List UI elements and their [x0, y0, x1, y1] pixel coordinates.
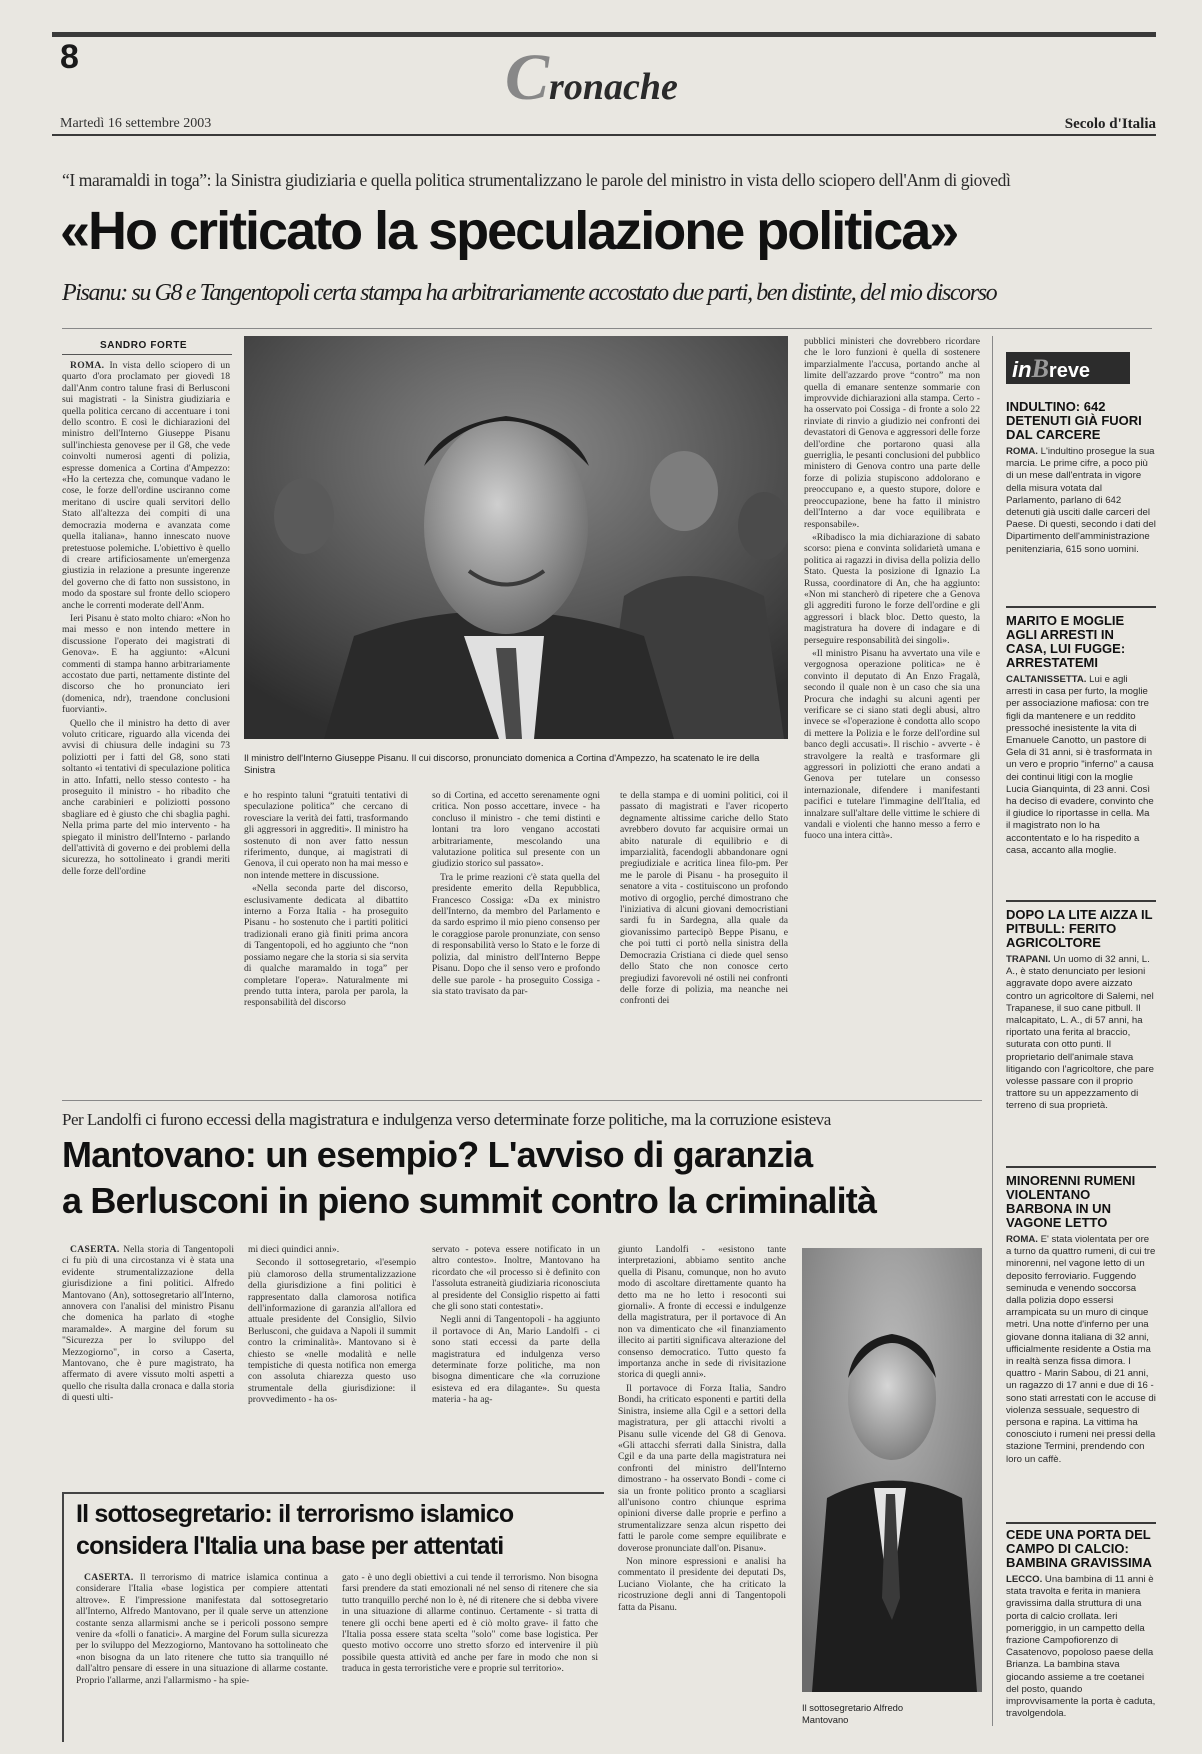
byline-rule	[62, 354, 232, 355]
lead-subhead: Pisanu: su G8 e Tangentopoli certa stampa ha arbitrariamente accostato due parti, ben distinte, del mio discorso	[62, 280, 997, 306]
brief-item	[1006, 614, 1156, 910]
lead-dateline: ROMA.	[70, 360, 105, 371]
lead-col4-text: te della stampa e di uomini politici, coi il passato di magistrati e l'aver ricoperto degnamente altissime cariche dello Stato avrebbero dovuto far acquisire ormai un abito naturale di equilibrio e di imparzialità, facendogli abbandonare ogni pregiudiziale e acritica linea filo-pm. Per me le parole di Pisanu - ha proseguito il senatore a vita - costituiscono un profondo motivo di orgoglio, perché dimostrano che l'iniziativa di alcuni giovani democristiani sardi fu in Sardegna, alla quale da giovanissimo partecipò Beppe Pisanu, e che poi tutti ci portò nella sinistra della Democrazia Cristiana ci diede quel senso dello Stato che non conosce certo pregiudizi favorevoli né ostili nei confronti delle forze di polizia, ma neanche nei confronti dei	[620, 790, 788, 1007]
second-col4-text-b: Il portavoce di Forza Italia, Sandro Bondi, ha criticato esponenti e partiti della Sinistra, insieme alla Cgil e a settori della magistratura, per gli attacchi rivolti a Pisanu sulle vicende del G8 di Genova. «Gli attacchi sferrati dalla Sinistra, dalla Cgil e da una parte della magistratura nei confronti del ministro dell'Interno dimostrano - ha osservato Bondi - come ci sia un fronte politico pronto a scagliarsi all'unisono contro chiunque esprima opinioni diverse dalle proprie e perfino a strumentalizzare senza alcun rispetto dei fatti le parole come sempre equilibrate e doverose pronunciate dall'on. Pisanu».	[618, 1382, 786, 1554]
brief-dateline: TRAPANI.	[1006, 954, 1051, 965]
in-breve-prefix: in	[1012, 357, 1032, 382]
third-col1-text: Il terrorismo di matrice islamica continua a considerare l'Italia «base logistica per compiere attentati altrove». E l'impressione manifestata dal sottosegretario all'Interno, Alfredo Mantovano, per il quale serve un attenzione costante senza allarmismi anche se i pericoli possono sempre venire da «folli o fanatici». A margine del Forum sulla sicurezza per lo sviluppo del Mezzogiorno, Mantovano ha sottolineato che «non bisogna da un lato ritenere che tutto sia tranquillo né dall'altro pensare di essere in una situazione di allarme costante. Proprio l'allarme, anzi l'allarmismo - ha spie-	[76, 1572, 328, 1686]
second-headline-line2: a Berlusconi in pieno summit contro la criminalità	[62, 1180, 877, 1221]
brief-item	[1006, 1174, 1156, 1544]
brief-title: MARITO E MOGLIE AGLI ARRESTI IN CASA, LUI FUGGE: ARRESTATEMI	[1006, 613, 1126, 670]
brief-body	[1006, 674, 1156, 910]
brief-body	[1006, 1234, 1156, 1544]
brief-body	[1006, 1574, 1156, 1724]
pisanu-photo-image	[244, 336, 788, 739]
second-column-3	[432, 1244, 600, 1489]
brief-item	[1006, 908, 1156, 1176]
second-headline-line1: Mantovano: un esempio? L'avviso di garanzia	[62, 1134, 813, 1175]
third-headline-line2: considera l'Italia una base per attentati	[76, 1532, 504, 1560]
lead-col1-text-b: Ieri Pisanu è stato molto chiaro: «Non ho mai messo e non intendo mettere in discussione l'operato dei magistrati di Genova». E ha aggiunto: «Alcuni commenti di stampa hanno arbitrariamente accostato due parti, nettamente distinte del discorso che ho pronunciato ieri (domenica, ndr), traendone conclusioni fuorvianti».	[62, 612, 230, 716]
brief-item	[1006, 1528, 1156, 1724]
second-col4-text-c: Non minore espressioni e analisi ha commentato il presidente dei deputati Ds, Luciano Violante, che ha criticato la ricostruzione degli anni di Tangentopoli fatta da Pisanu.	[618, 1555, 786, 1613]
brief-text: Una bambina di 11 anni è stata travolta e ferita in maniera gravissima dalla struttura di una porta di calcio crollata. Ieri pomeriggio, in un campetto della frazione Campofiorenzo di Casatenovo, popoloso paese della Brianza. La bambina stava giocando assieme a tre coetanei del posto, quando improvvisamente la porta è caduta, travolgendola.	[1006, 1574, 1156, 1720]
brief-title: CEDE UNA PORTA DEL CAMPO DI CALCIO: BAMBINA GRAVISSIMA	[1006, 1527, 1152, 1570]
second-column-1	[62, 1244, 234, 1489]
sidebar-divider	[992, 336, 993, 1726]
mantovano-photo-image	[802, 1248, 982, 1692]
brief-title: DOPO LA LITE AIZZA IL PITBULL: FERITO AGRICOLTORE	[1006, 907, 1153, 950]
top-rule	[52, 32, 1156, 37]
in-breve-rest: reve	[1048, 360, 1091, 382]
brief-body	[1006, 954, 1156, 1176]
second-col2-text: mi dieci quindici anni».	[248, 1244, 340, 1255]
lead-col3-text-b: Tra le prime reazioni c'è stata quella del presidente emerito della Repubblica, Francesco Cossiga: «Da ex ministro dell'Interno, da membro del Parlamento e da sardo esprimo il mio pieno consenso per le coraggiose parole pronunziate, con senso di responsabilità verso lo Stato e le forze di polizia, dal ministro dell'Interno Beppe Pisanu. Dopo che il senso vero e profondo delle sue parole - ha proseguito Cossiga - sia stato travisato da par-	[432, 871, 600, 997]
lead-col5-text-c: «Il ministro Pisanu ha avvertato una vile e vergognosa operazione politica» ne è convinto il deputato di An Enzo Fragalà, secondo il quale non è un caso che sia una Procura che indaghi su alcuni agenti per verificare se ci siano stati degli abusi, altro invece se «l'operazione è condotta allo scopo di mettere la Polizia e le forze dell'ordine sul banco degli accusati». Il rischio - avverte - è stravolgere la realtà e trasformare gli aggressori in poliziotti che erano andati a Genova per tutelare un consesso internazionale, difendere i manifestanti pacifici e tutelare l'immagine dell'Italia, ed innalzare sull'altare delle vittime le schiere di vandali e violenti che hanno messo a ferro e fuoco una intera città».	[804, 647, 980, 842]
third-column-2	[342, 1572, 598, 1738]
brief-dateline: ROMA.	[1006, 446, 1038, 457]
header-underline	[52, 134, 1156, 136]
brief-item	[1006, 400, 1156, 596]
issue-date: Martedì 16 settembre 2003	[60, 116, 212, 131]
second-col3-text-b: Negli anni di Tangentopoli - ha aggiunto il portavoce di An, Mario Landolfi - ci sono stati eccessi da parte della magistratura ed indulgenza verso determinate forze politiche, ma non bisogna dimenticare che «la corruzione esisteva ed era dilagante». Su questa materia - ha ag-	[432, 1314, 600, 1406]
brief-text: L'indultino prosegue la sua marcia. Le prime cifre, a poco più di un mese dall'entrata in vigore della misura votata dal Parlamento, parlano di 642 detenuti già usciti dalle carceri del Paese. Di questi, secondo i dati del Dipartimento dell'amministrazione penitenziaria, 615 sono uomini.	[1006, 446, 1156, 555]
lead-headline: «Ho criticato la speculazione politica»	[60, 201, 958, 261]
brief-rule	[1006, 1166, 1156, 1168]
lead-photo-caption: Il ministro dell'Interno Giuseppe Pisanu. Il cui discorso, pronunciato domenica a Cortina d'Ampezzo, ha scatenato le ire della Sinistra	[244, 752, 760, 775]
brief-rule	[1006, 900, 1156, 902]
brief-body	[1006, 446, 1156, 596]
brief-dateline: CALTANISSETTA.	[1006, 674, 1087, 685]
lead-col1-text-c: Quello che il ministro ha detto di aver voluto criticare, riguardo alla vicenda dei avvisi di chiusura delle indagini su 73 poliziotti per i fatti del G8, sono stati soltanto «i tentativi di speculazione politica in atto. Infatti, nello stesso contesto - ha proseguito il ministro - ho ribadito che anche carabinieri e poliziotti possono sbagliare ed è giusto che chi sbaglia paghi. Nella prima parte del mio intervento - ha spiegato il ministro dell'Interno - parlando dell'attività di governo e dei problemi della sicurezza, ho sottolineato i grandi meriti delle forze dell'ordine	[62, 717, 230, 877]
brief-dateline: LECCO.	[1006, 1574, 1043, 1585]
second-col1-text: Nella storia di Tangentopoli ci fu più di una circostanza vi è stata una evidente strumentalizzazione della giurisdizione a fini politici. Alfredo Mantovano (An), sottosegretario all'Interno, annovera con l'analisi del ministro Pisanu che domenica ha parlato di «toghe maramalde». A margine del forum su "Sicurezza per lo sviluppo del Mezzogiorno", in corso a Caserta, Mantovano, che è pure magistrato, ha affermato di avere vissuto molti aspetti a quello che risulta dalla cronaca e dalla storia di questi ulti-	[62, 1244, 234, 1404]
section-rest: ronache	[549, 66, 678, 108]
brief-rule	[1006, 606, 1156, 608]
page-number: 8	[60, 38, 79, 76]
second-col4-text: giunto Landolfi - «esistono tante interpretazioni, abbiamo sentito anche quella di Pisanu, comunque, non ho avuto modo di ascoltare direttamente quanto ha detto ma ne ho letto i resoconti sui giornali». A fronte di eccessi e indulgenze della magistratura, per il portavoce di An non va dimenticato che «il finanziamento illecito ai partiti significava alterazione del consenso democratico. Tutto questo fa importanza anche in sede di rivisitazione storica di quegli anni».	[618, 1244, 786, 1381]
second-column-4	[618, 1244, 786, 1720]
pisanu-photo	[244, 336, 788, 739]
brief-text: E' stata violentata per ore a turno da quattro rumeni, di cui tre minorenni, nel vagone letto di un deposito ferroviario. Fuggendo seminuda e venendo soccorsa dalla polizia dopo essersi arrampicata su un muro di cinque metri. Una notte d'inferno per una giovane donna italiana di 32 anni, ufficialmente residente a Ostia ma in realtà senza fissa dimora. I quattro - Marin Sabou, di 21 anni, un ragazzo di 17 anni e due di 16 - sono stati arrestati con le accuse di violenza sessuale, sequestro di persona e rapina. La vittima ha conosciuto i rumeni nei pressi della stazione Termini, prendendo con loro un caffè.	[1006, 1234, 1156, 1465]
lead-col3-text: so di Cortina, ed accetto serenamente ogni critica. Non posso accettare, invece - ha concluso il ministro - che temi distinti e lontani tra loro vengano accostati arbitrariamente, mescolando una valutazione politica sul presente con un giudizio storico sul passato».	[432, 790, 600, 870]
in-breve-label	[1006, 352, 1130, 384]
second-kicker: Per Landolfi ci furono eccessi della magistratura e indulgenza verso determinate forze politiche, ma la corruzione esisteva	[62, 1110, 831, 1129]
brief-text: Un uomo di 32 anni, L. A., è stato denunciato per lesioni aggravate dopo avere aizzato contro un agricoltore di Salemi, nel Trapanese, il suo cane pitbull. Il malcapitato, L. A., di 57 anni, ha riportato una ferita al braccio, suturata con otto punti. Il proprietario dell'animale stava litigando con l'agricoltore, che pare volesse passare con il proprio trattore su un appezzamento di terreno di sua proprietà.	[1006, 954, 1154, 1112]
mantovano-photo-caption: Il sottosegretario Alfredo Mantovano	[802, 1702, 904, 1725]
lead-col2-text-b: «Nella seconda parte del discorso, esclusivamente dedicata al dibattito interno a Forza Italia - ha proseguito Pisanu - ho sostenuto che i partiti politici tradizionali erano già finiti prima ancora di Tangentopoli, ed ho aggiunto che “non possiamo negare che la storia si sia servita di qualche maramaldo in toga” per completare l'opera». Naturalmente mi prendo tutta intera, parola per parola, la responsabilità del discorso	[244, 883, 408, 1009]
newspaper-name: Secolo d'Italia	[1064, 116, 1156, 132]
lead-col2-text: e ho respinto taluni “gratuiti tentativi di speculazione politica” che cercano di rovesciare la verità dei fatti, trasformando gli aggressori in aggrediti». Il ministro ha sostenuto di non aver fatto nessun riferimento, dunque, ai magistrati di Genova, il cui operato non ha mai messo e non intende mettere in discussione.	[244, 790, 408, 881]
lead-col5-text-b: «Ribadisco la mia dichiarazione di sabato scorso: piena e convinta solidarietà umana e politica ai ragazzi in divisa della polizia dello Stato. Questa la posizione di Ignazio La Russa, coordinatore di An, che ha aggiunto: «Non mi stancherò di ripetere che a Genova gli aggrediti furono le forze dell'ordine e gli aggressori i black bloc. Detto questo, la magistratura ha dovere di indagare e di perseguire responsabilità dei singoli».	[804, 531, 980, 646]
lead-col1-text: In vista dello sciopero di un quarto d'ora proclamato per giovedì 18 dall'Anm contro talune frasi di Berlusconi sui magistrati - la Sinistra giudiziaria e quella politica cercano di accentuare i toni dello scontro. E così le dichiarazioni del ministro dell'Interno Giuseppe Pisanu sull'inchiesta genovese per il G8, che vede coinvolti numerosi agenti di polizia, espresse domenica a Cortina d'Ampezzo: «Ho la certezza che, comunque vadano le cose, le forze dell'ordine usciranno come meritano di uscire quali servitori dello Stato all'altezza dei compiti di una democrazia moderna e avanzata come quella italiana», hanno innescato nuove pretestuose polemiche. L'obiettivo è quello di creare artificiosamente un'emergenza giustizia in relazione a presunte ingerenze del governo che di fatto non sussistono, in modo da spostare sul fronte dello sciopero anche le correnti moderate dell'Anm.	[62, 360, 230, 611]
section-rule	[62, 1100, 982, 1101]
section-title	[505, 40, 678, 116]
second-dateline: CASERTA.	[70, 1244, 120, 1255]
second-col3-text: servato - poteva essere notificato in un altro contesto». Inoltre, Mantovano ha ricordato che «il processo si è definito con l'assoluta estraneità giudiziaria riconosciuta al presidente del Consiglio rispetto ai fatti che gli sono stati contestati».	[432, 1244, 600, 1313]
section-initial: C	[505, 41, 550, 114]
mantovano-photo	[802, 1248, 982, 1692]
brief-title: INDULTINO: 642 DETENUTI GIÀ FUORI DAL CARCERE	[1006, 399, 1142, 442]
in-breve-initial: B	[1031, 354, 1049, 383]
second-col2-text-b: Secondo il sottosegretario, «l'esempio più clamoroso della strumentalizzazione della giurisdizione a fini politici è rappresentato dalla clamorosa notifica dell'informazione di garanzia all'allora ed attuale presidente del Consiglio, Silvio Berlusconi, che guidava a Napoli il summit contro la criminalità». Mantovano si è chiesto se «nelle modalità e nelle tempistiche di questa notifica non emerga con assoluta chiarezza questo uso strumentale della giurisdizione: il provvedimento - ha os-	[248, 1257, 416, 1406]
third-dateline: CASERTA.	[84, 1572, 134, 1583]
lead-column-1	[62, 360, 230, 1390]
brief-title: MINORENNI RUMENI VIOLENTANO BARBONA IN UN VAGONE LETTO	[1006, 1173, 1136, 1230]
third-col2-text: gato - è uno degli obiettivi a cui tende il terrorismo. Non bisogna farsi prendere da stati emozionali né nel senso di ritenere che sia tutto tranquillo perché non lo è, né di ritenere che si debba vivere in una situazione di allarme continuo. Certamente - si tratta di tenere gli occhi bene aperti ed è ciò molto grave- il fatto che l'Italia possa essere stata scelta "solo" come base logistica. Per questo motivo occorre uno stretto sforzo ed intervenire il più possibile questa attività ed anche per fare in modo che non si traduca in gesta terroristiche vere e proprie sul territorio».	[342, 1572, 598, 1675]
lead-kicker: “I maramaldi in toga”: la Sinistra giudiziaria e quella politica strumentalizzano le parole del ministro in vista dello sciopero dell'Anm di giovedì	[62, 170, 1011, 190]
lead-byline: SANDRO FORTE	[100, 340, 188, 351]
brief-dateline: ROMA.	[1006, 1234, 1038, 1245]
second-column-2	[248, 1244, 416, 1489]
third-column-1	[76, 1572, 328, 1738]
brief-rule	[1006, 1522, 1156, 1524]
lead-col5-text: pubblici ministeri che dovrebbero ricordare che le loro funzioni è quella di sostenere imparzialmente l'accusa, portando anche al limite dell'azzardo prove “contro” ma non quella di emanare sentenze sommarie con improvvide dichiarazioni alla stampa. Certo - ha osservato poi Cossiga - di fronte a solo 22 rinviate di rinvio a giudizio nei confronti dei devastatori di Genova e aggressori delle forze dell'ordine che portarono quasi alla guerriglia, le pesanti conclusioni del pubblico ministero di Genova contro una parte delle forze di polizia stupiscono addolorano e preoccupano e, a questo stupore, dolore e preoccupazione, bene ha fatto il ministro dell'Interno a dar voce equilibrata e responsabile».	[804, 336, 980, 530]
brief-text: Lui e agli arresti in casa per furto, la moglie per associazione mafiosa: con tre figli da mantenere e un reddito pressoché inesistente la vita di Emanuele Canotto, un pastore di Gela di 31 anni, si è trasformata in un vero e proprio "inferno" a causa dei continui litigi con la moglie Lucia Gianquinta, di 23 anni. Così ha deciso di evadere, convinto che il giudice lo riportasse in cella. Ma il magistrato non lo ha accontentato e lo ha rispedito a casa, accanto alla moglie.	[1006, 674, 1154, 856]
lead-column-5	[804, 336, 980, 1390]
third-headline-line1: Il sottosegretario: il terrorismo islamico	[76, 1500, 514, 1528]
lead-rule	[62, 328, 1152, 329]
